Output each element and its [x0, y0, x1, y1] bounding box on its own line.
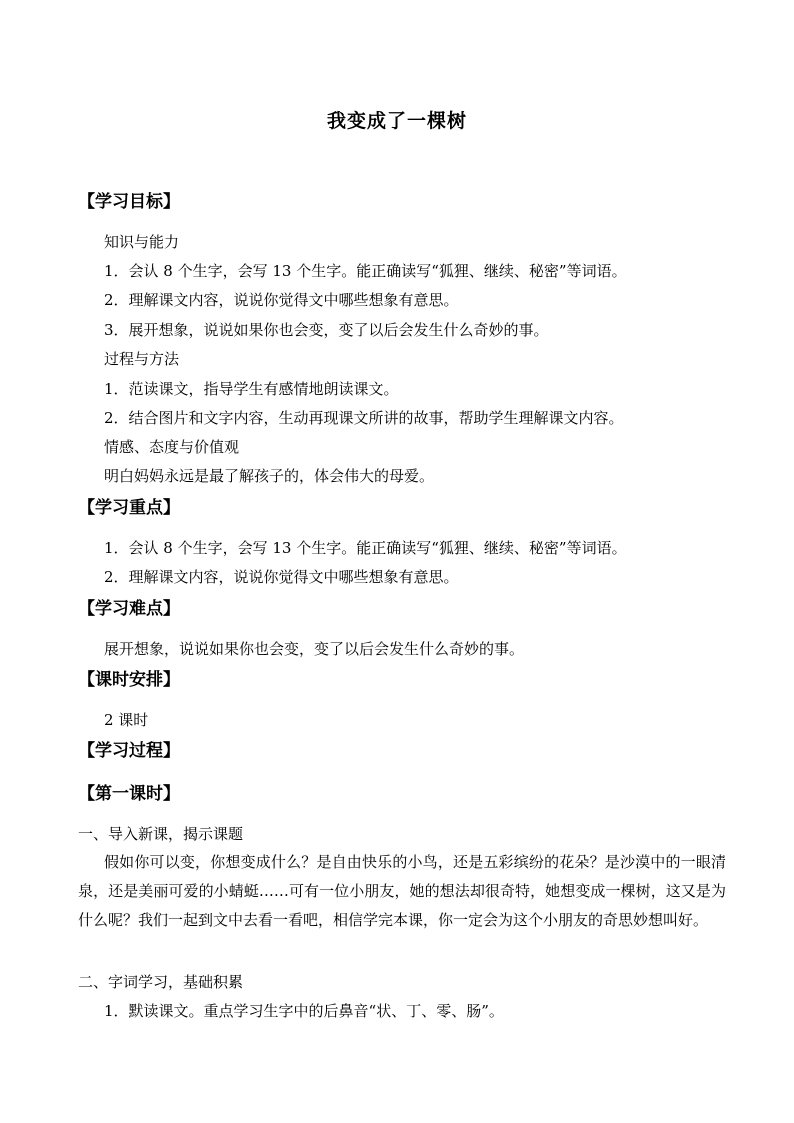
document-title: 我变成了一棵树 — [326, 110, 467, 132]
schedule-heading: 【课时安排】 — [78, 670, 180, 690]
key-heading: 【学习重点】 — [78, 498, 180, 518]
process-label: 过程与方法 — [104, 350, 180, 368]
emotion-label: 情感、态度与价值观 — [104, 438, 240, 456]
knowledge-label: 知识与能力 — [104, 233, 180, 251]
process-item-1: 1．范读课文，指导学生有感情地朗读课文。 — [104, 380, 399, 398]
process-item-2: 2．结合图片和文字内容，生动再现课文所讲的故事，帮助学生理解课文内容。 — [104, 409, 624, 427]
process-heading: 【学习过程】 — [78, 741, 180, 761]
step2-title: 二、字词学习，基础积累 — [78, 973, 244, 991]
step2-item-1: 1．默读课文。重点学习生字中的后鼻音“状、丁、零、肠”。 — [104, 1002, 504, 1020]
knowledge-item-3: 3．展开想象，说说如果你也会变，变了以后会发生什么奇妙的事。 — [104, 321, 549, 339]
step1-title: 一、导入新课，揭示课题 — [78, 825, 244, 843]
goals-heading: 【学习目标】 — [78, 192, 180, 212]
key-item-2: 2．理解课文内容，说说你觉得文中哪些想象有意思。 — [104, 568, 459, 586]
key-item-1: 1．会认 8 个生字，会写 13 个生字。能正确读写“狐狸、继续、秘密”等词语。 — [104, 539, 627, 557]
lesson1-heading: 【第一课时】 — [78, 784, 180, 804]
knowledge-item-2: 2．理解课文内容，说说你觉得文中哪些想象有意思。 — [104, 291, 459, 309]
emotion-text: 明白妈妈永远是最了解孩子的，体会伟大的母爱。 — [104, 467, 435, 485]
difficulty-heading: 【学习难点】 — [78, 599, 180, 619]
schedule-text: 2 课时 — [104, 711, 149, 729]
step1-paragraph: 假如你可以变，你想变成什么？是自由快乐的小鸟，还是五彩缤纷的花朵？是沙漠中的一眼清泉，还是美丽可爱的小蜻蜓……可有一位小朋友，她的想法却很奇特，她想变成一棵树，这又是为什么呢？我们一起到文中去看一看吧，相信学完本课，你一定会为这个小朋友的奇思妙想叫好。 — [78, 853, 726, 929]
knowledge-item-1: 1．会认 8 个生字，会写 13 个生字。能正确读写“狐狸、继续、秘密”等词语。 — [104, 262, 627, 280]
difficulty-text: 展开想象，说说如果你也会变，变了以后会发生什么奇妙的事。 — [104, 640, 525, 658]
